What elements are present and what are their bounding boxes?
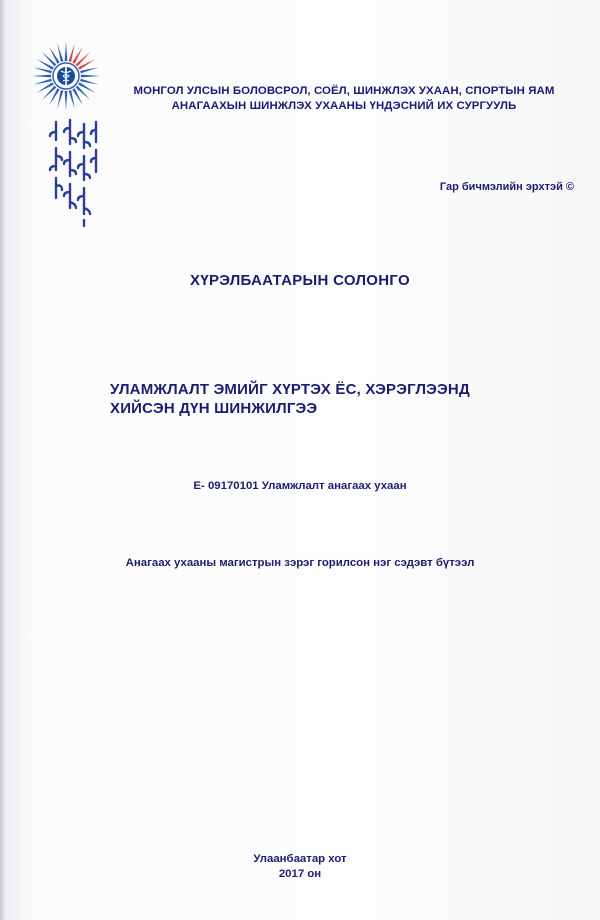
emblem-ray: [81, 75, 100, 78]
emblem-ray: [33, 79, 52, 85]
emblem-ray: [57, 43, 63, 62]
year: 2017 он: [278, 868, 322, 880]
thesis-title: [110, 380, 530, 418]
university-name: АНАГААХЫН ШИНЖЛЭХ УХААНЫ ҮНДЭСНИЙ ИХ СУРГУУЛЬ: [171, 100, 517, 112]
degree-statement: Анагаах ухааны магистрын зэрэг горилсон нэг сэдэвт бүтээл: [125, 557, 475, 569]
thesis-title-line1: УЛАМЖЛАЛТ ЭМИЙГ ХҮРТЭХ ЁС, ХЭРЭГЛЭЭНД: [110, 381, 470, 398]
emblem-ray: [42, 86, 56, 100]
emblem-ray: [69, 43, 75, 62]
emblem-ray: [76, 86, 90, 100]
ministry-header: [104, 84, 584, 114]
emblem-ray: [69, 90, 75, 109]
specialty-code: Е- 09170101 Уламжлалт анагаах ухаан: [193, 480, 407, 492]
mongolian-script-emblem-text: [44, 118, 102, 230]
copyright-notice: Гар бичмэлийн эрхтэй ©: [439, 181, 574, 193]
emblem-ray: [65, 42, 68, 61]
emblem-ray: [32, 75, 51, 78]
thesis-title-line2: ХИЙСЭН ДҮН ШИНЖИЛГЭЭ: [110, 400, 318, 417]
university-emblem-icon: [30, 40, 102, 112]
emblem-ray: [42, 52, 56, 66]
author-name: ХҮРЭЛБААТАРЫН СОЛОНГО: [190, 272, 410, 289]
emblem-ray: [33, 67, 52, 73]
emblem-ray: [80, 67, 99, 73]
emblem-ray: [80, 79, 99, 85]
spine-shadow: [0, 0, 6, 920]
city-name: Улаанбаатар хот: [253, 853, 347, 865]
emblem-ray: [57, 90, 63, 109]
emblem-ray: [65, 91, 68, 110]
emblem-ray: [76, 52, 90, 66]
ministry-name: МОНГОЛ УЛСЫН БОЛОВСРОЛ, СОЁЛ, ШИНЖЛЭХ УХААН, СПОРТЫН ЯАМ: [133, 85, 555, 97]
place-and-year: [0, 852, 600, 882]
